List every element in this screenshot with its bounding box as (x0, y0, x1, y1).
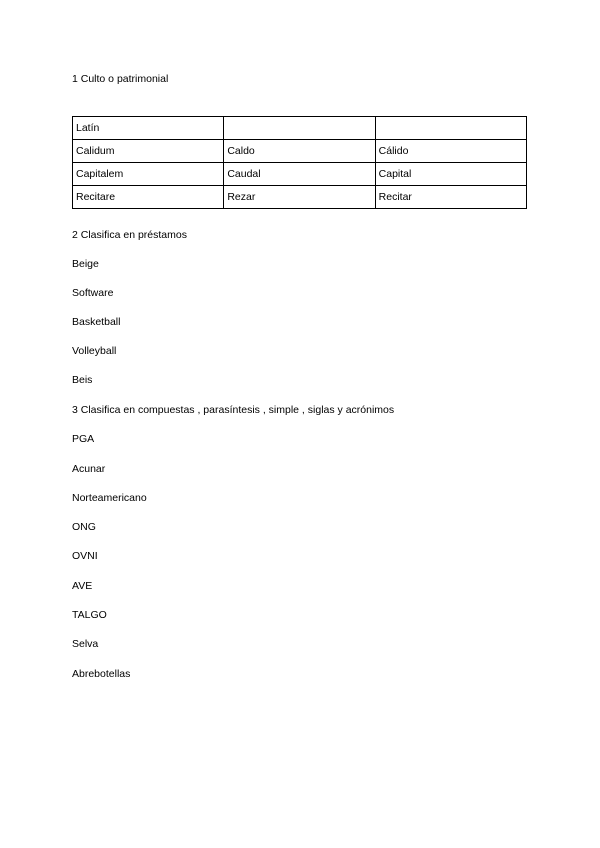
table-cell: Capitalem (73, 163, 224, 186)
table-row (73, 140, 527, 163)
table-cell: Cálido (375, 140, 526, 163)
table-cell (375, 117, 526, 140)
table-cell: Calidum (73, 140, 224, 163)
loanword-item: Beige (72, 258, 99, 270)
table-row (73, 186, 527, 209)
table-cell: Latín (73, 117, 224, 140)
loanword-item: Beis (72, 374, 93, 386)
word-item: PGA (72, 433, 95, 445)
word-item: Abrebotellas (72, 668, 131, 680)
table-row (73, 117, 527, 140)
table-cell: Capital (375, 163, 526, 186)
table-cell: Recitare (73, 186, 224, 209)
word-item: Norteamericano (72, 492, 147, 504)
loanword-item: Volleyball (72, 345, 117, 357)
word-item: AVE (72, 580, 93, 592)
loanword-item: Software (72, 287, 114, 299)
section-3-heading: 3 Clasifica en compuestas , parasíntesis , simple , siglas y acrónimos (72, 404, 395, 416)
word-item: TALGO (72, 609, 107, 621)
loanword-item: Basketball (72, 316, 121, 328)
table-cell: Rezar (224, 186, 375, 209)
table-cell: Caudal (224, 163, 375, 186)
table-cell: Caldo (224, 140, 375, 163)
word-item: Selva (72, 638, 99, 650)
table-cell: Recitar (375, 186, 526, 209)
section-2-heading: 2 Clasifica en préstamos (72, 229, 187, 241)
etymology-table (72, 116, 527, 209)
word-item: ONG (72, 521, 96, 533)
table-cell (224, 117, 375, 140)
word-item: OVNI (72, 550, 98, 562)
word-item: Acunar (72, 463, 106, 475)
table-row (73, 163, 527, 186)
section-1-heading: 1 Culto o patrimonial (72, 73, 169, 85)
